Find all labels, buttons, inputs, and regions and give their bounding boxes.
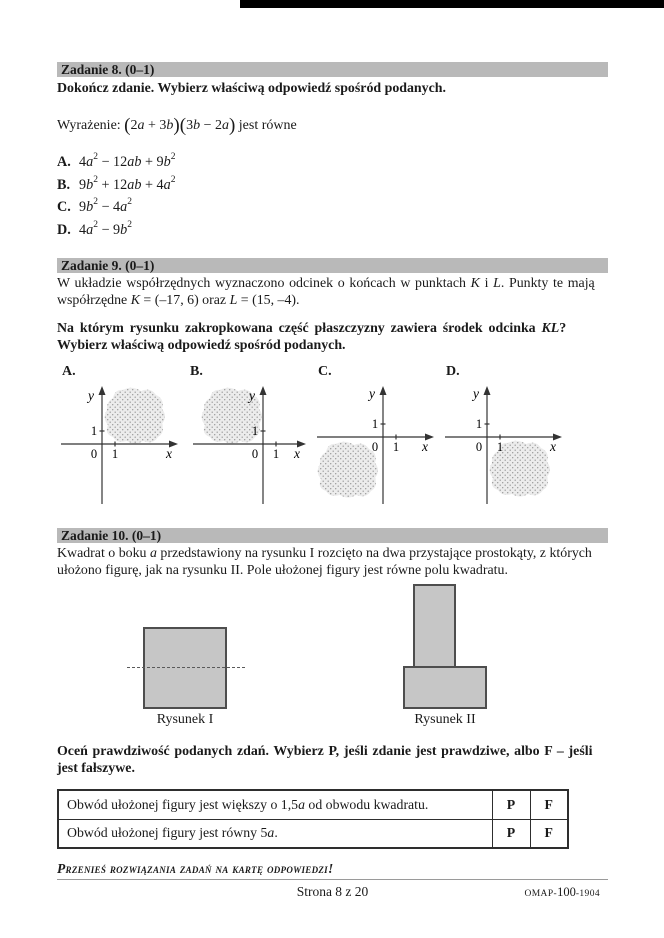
task10-evaluate-instruction: Oceń prawdziwość podanych zdań. Wybierz P, jeśli zdanie jest prawdziwe, albo F – jeśli jest fałszywe.: [57, 744, 593, 776]
cut-dashed-line: [127, 667, 245, 668]
y-axis-arrow: [99, 386, 106, 395]
svg-text:1: 1: [371, 417, 379, 431]
option-a-letter: A.: [57, 154, 71, 170]
y-axis-arrow: [484, 386, 491, 395]
graph-option-letters: [57, 364, 608, 380]
svg-text:1: 1: [272, 447, 280, 461]
graph-c-letter: C.: [318, 364, 332, 379]
statement-2: Obwód ułożonej figury jest równy 5a.: [58, 819, 492, 848]
svg-text:1: 1: [496, 440, 504, 454]
option-c-letter: C.: [57, 199, 71, 215]
footer-rule: [57, 879, 608, 880]
row1-p-choice: P: [492, 790, 530, 819]
graph-d-letter: D.: [446, 364, 460, 379]
svg-text:0: 0: [475, 440, 483, 454]
svg-text:x: x: [422, 439, 428, 454]
svg-text:y: y: [249, 388, 255, 403]
svg-text:1: 1: [392, 440, 400, 454]
t-shape-horizontal-rect: [403, 666, 487, 709]
true-false-table: [57, 789, 569, 849]
svg-text:1: 1: [111, 447, 119, 461]
coordinate-graphs: [57, 382, 608, 512]
task9-intro: W układzie współrzędnych wyznaczono odcinek o końcach w punktach K i L. Punkty te mają współrzędne K = (–17, 6) oraz L = (15, –4).: [57, 276, 595, 308]
y-axis-arrow: [380, 386, 387, 395]
option-a-math: $4a^2 - 12ab + 9b^2$: [79, 152, 176, 170]
t-shape-vertical-rect: [413, 584, 456, 668]
svg-text:y: y: [88, 388, 94, 403]
graph-option-d: [441, 382, 569, 512]
option-a: [57, 151, 608, 174]
svg-text:0: 0: [90, 447, 98, 461]
table-row: [58, 819, 568, 848]
task8-header: Zadanie 8. (0–1): [57, 62, 608, 77]
y-axis-arrow: [260, 386, 267, 395]
graph-option-b: [185, 382, 313, 512]
document-code: OMAP-100-1904: [524, 885, 600, 899]
svg-text:y: y: [369, 386, 375, 401]
svg-text:y: y: [473, 386, 479, 401]
statement-1: Obwód ułożonej figury jest większy o 1,5a od obwodu kwadratu.: [58, 790, 492, 819]
transfer-answers-notice: Przenieś rozwiązania zadań na kartę odpowiedzi!: [57, 861, 334, 876]
svg-text:1: 1: [251, 424, 259, 438]
option-d-math: $4a^2 - 9b^2$: [79, 219, 132, 238]
task10-figures: [57, 584, 608, 734]
task9-header: Zadanie 9. (0–1): [57, 258, 608, 273]
graph-option-c: [313, 382, 441, 512]
row1-f-choice: F: [530, 790, 568, 819]
svg-text:1: 1: [475, 417, 483, 431]
task8-expression: Wyrażenie: (2a + 3b)(3b − 2a) jest równe: [57, 115, 297, 136]
svg-text:1: 1: [90, 424, 98, 438]
graph-option-a: [57, 382, 185, 512]
table-row: [58, 790, 568, 819]
task8-options: [57, 151, 608, 241]
task9-question: Na którym rysunku zakropkowana część płaszczyzny zawiera środek odcinka KL? Wybierz właściwą odpowiedź spośród podanych.: [57, 321, 567, 353]
option-d: [57, 219, 608, 242]
graph-b-letter: B.: [190, 364, 203, 379]
square-figure: [143, 627, 227, 709]
option-b: [57, 174, 608, 197]
task10-intro: Kwadrat o boku a przedstawiony na rysunku I rozcięto na dwa przystające prostokąty, z których ułożono figurę, jak na rysunku II. Pole ułożonej figury jest równe polu kwadratu.: [57, 546, 592, 578]
option-c: [57, 196, 608, 219]
row2-f-choice: F: [530, 819, 568, 848]
option-c-math: $9b^2 - 4a^2$: [79, 197, 132, 215]
figure2-label: Rysunek II: [414, 712, 476, 727]
svg-text:x: x: [294, 446, 300, 461]
svg-text:0: 0: [371, 440, 379, 454]
option-b-letter: B.: [57, 176, 71, 193]
graph-a-letter: A.: [62, 364, 76, 379]
footer-line: [57, 884, 608, 900]
page-number: Strona 8 z 20: [296, 884, 369, 899]
svg-text:0: 0: [251, 447, 259, 461]
svg-text:x: x: [166, 446, 172, 461]
shaded-region-quadrant-1: [105, 388, 165, 444]
row2-p-choice: P: [492, 819, 530, 848]
task8-instruction: Dokończ zdanie. Wybierz właściwą odpowiedź spośród podanych.: [57, 81, 446, 96]
option-b-math: $9b^2 + 12ab + 4a^2$: [79, 174, 176, 193]
shaded-region-quadrant-3: [318, 442, 378, 498]
figure1-label: Rysunek I: [156, 712, 214, 727]
option-d-letter: D.: [57, 221, 71, 238]
svg-text:x: x: [550, 439, 556, 454]
task10-header: Zadanie 10. (0–1): [57, 528, 608, 543]
